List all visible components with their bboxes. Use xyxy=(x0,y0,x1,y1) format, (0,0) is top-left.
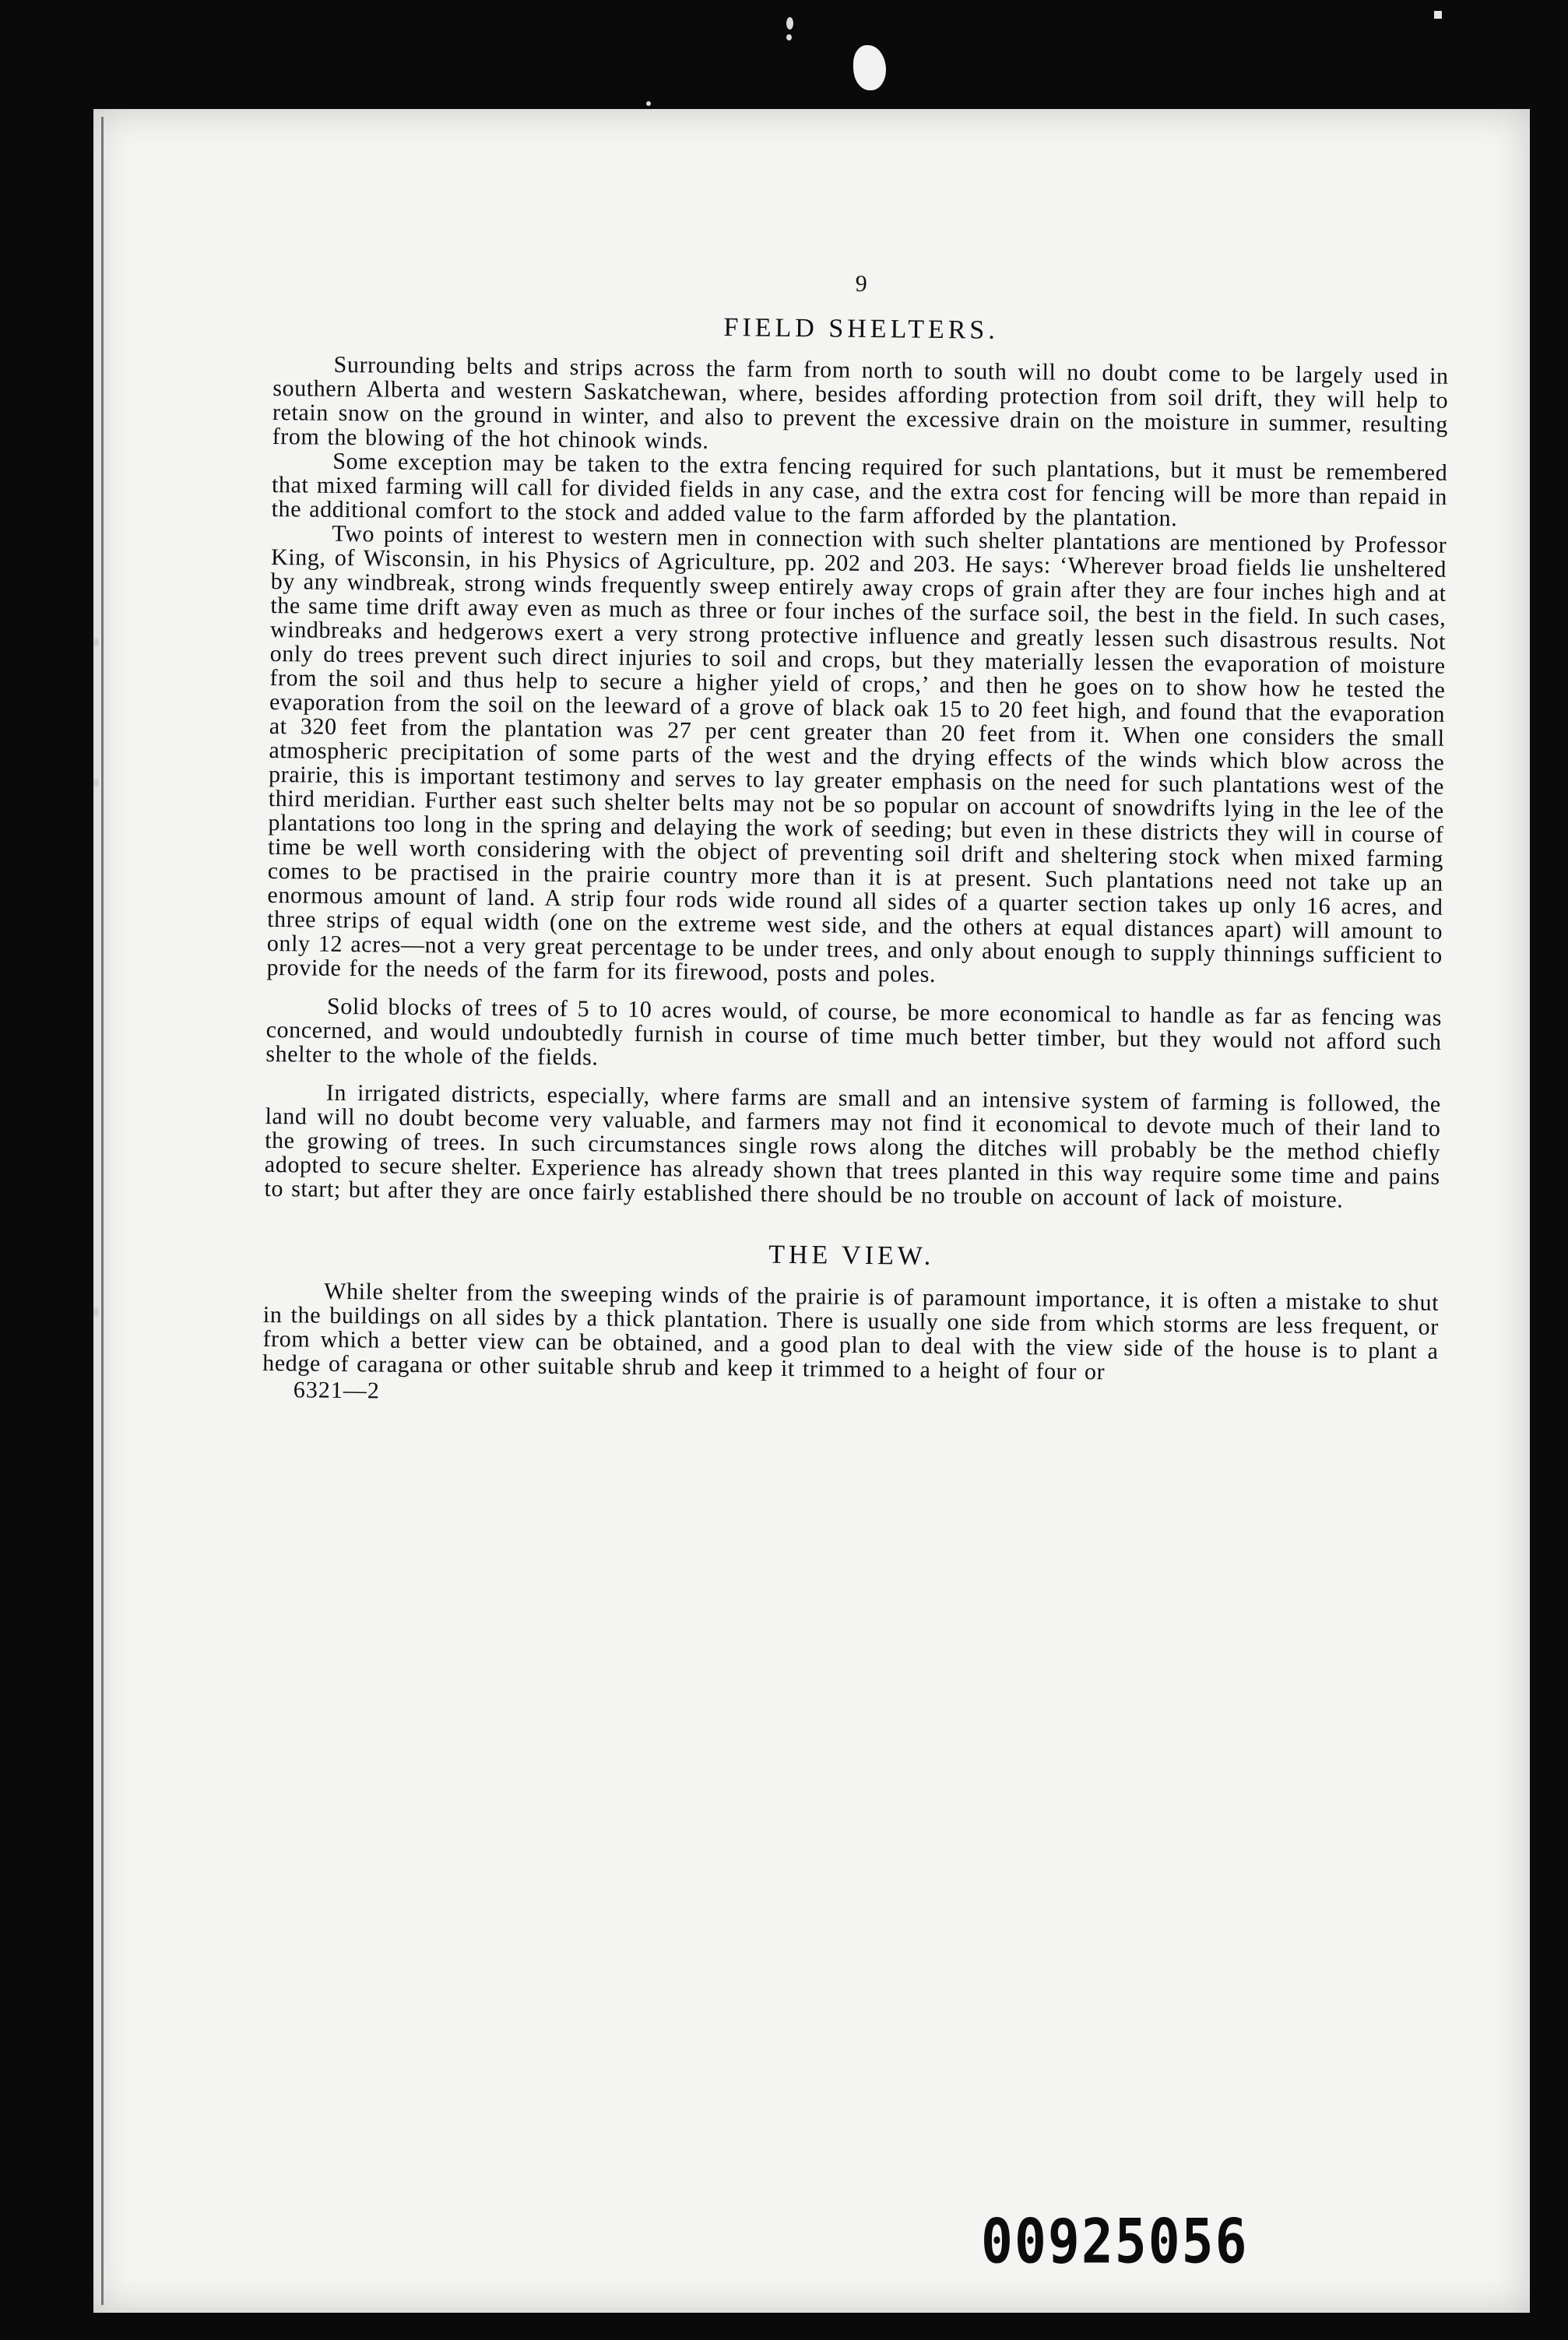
print-code: 6321—2 xyxy=(293,1377,381,1404)
film-speck xyxy=(786,34,792,40)
film-corner-mark xyxy=(1434,11,1442,19)
page-number: 9 xyxy=(855,270,868,297)
paragraph: Two points of interest to western men in connection with such shelter plantations are mentioned by Professor King, of Wisconsin, in his Physics of Agriculture, pp. 202 and 203. He says: ‘Wherever broad fields lie unsheltered by any windbreak, strong winds frequently sweep entirely away crops of grain after they are four inches high and at the same time drift away even as much as three or four inches of the surface soil, the best in the field. In such cases, windbreaks and hedgerows exert a very strong protective influence and greatly lessen such disastrous results. Not only do trees prevent such direct injuries to soil and crops, but they materially lessen the evaporation of moisture from the soil and thus help to secure a higher yield of crops,’ and then he goes on to show how he tested the evaporation from the soil on the leeward of a grove of black oak 15 to 20 feet high, and found that the evaporation at 320 feet from the plantation was 27 per cent greater than 20 feet from it. When one considers the small atmospheric precipitation of some parts of the west and the drying effects of the winds which blow across the prairie, this is important testimony and serves to lay greater emphasis on the need for such plantations west of the third meridian. Further east such shelter belts may not be so popular on account of snowdrifts lying in the lee of the plantations too long in the spring and delaying the work of seeding; but even in these districts they will in course of time be well worth considering with the object of preventing soil drift and sheltering stock when mixed farming comes to be practised in the prairie country more than it is at present. Such plantations need not take up an enormous amount of land. A strip four rods wide round all sides of a quarter section takes up only 16 acres, and three strips of equal width (one on the extreme west side, and the others at equal distances apart) will amount to only 12 acres—not a very great percentage to be under trees, and only about enough to supply thinnings sufficient to provide for the needs of the farm for its firewood, posts and poles. xyxy=(266,520,1447,987)
page-binding-edge xyxy=(101,117,104,2305)
film-speck xyxy=(646,101,651,106)
paragraph: Surrounding belts and strips across the farm from north to south will no doubt come to be largely used in southern Alberta and western Saskatchewan, where, besides affording protection from soil drift, they will help to retain snow on the ground in winter, and also to prevent the excessive drain on the moisture in summer, resulting from the blowing of the hot chinook winds. xyxy=(272,351,1449,454)
margin-fleck xyxy=(93,639,99,646)
margin-fleck xyxy=(93,779,99,786)
film-edge-mark xyxy=(853,45,886,90)
paragraph: Solid blocks of trees of 5 to 10 acres would, of course, be more economical to handle as far as fencing was concerned, and would undoubtedly furnish in course of time much better timber, but they would not afford such shelter to the whole of the fields. xyxy=(265,993,1443,1071)
section-heading-the-view: THE VIEW. xyxy=(768,1240,935,1271)
margin-fleck xyxy=(93,1308,99,1316)
film-speck xyxy=(786,17,793,30)
paragraph: In irrigated districts, especially, where farms are small and an intensive system of farming is followed, the land will no doubt become very valuable, and farmers may not find it economical to devote much of their land to the growing of trees. In such circumstances single rows along the ditches will probably be the method chiefly adopted to secure shelter. Experience has already shown that trees planted in this way require some time and pains to start; but after they are once fairly established there should be no trouble on account of lack of moisture. xyxy=(264,1079,1441,1213)
archive-document-number: 00925056 xyxy=(981,2207,1249,2278)
section-heading-field-shelters: FIELD SHELTERS. xyxy=(723,313,1000,345)
page-content xyxy=(262,265,1450,1416)
paragraph: While shelter from the sweeping winds of the prairie is of paramount importance, it is often a mistake to shut in the buildings on all sides by a thick plantation. There is usually one side from which storms are less frequent, or from which a better view can be obtained, and a good plan to deal with the view side of the house is to plant a hedge of caragana or other suitable shrub and keep it trimmed to a height of four or xyxy=(262,1278,1440,1385)
paragraph: Some exception may be taken to the extra fencing required for such plantations, but it must be remembered that mixed farming will call for divided fields in any case, and the extra cost for fencing will be more than repaid in the additional comfort to the stock and added value to the farm afforded by the plantation. xyxy=(271,448,1448,532)
document-page xyxy=(93,109,1530,2313)
